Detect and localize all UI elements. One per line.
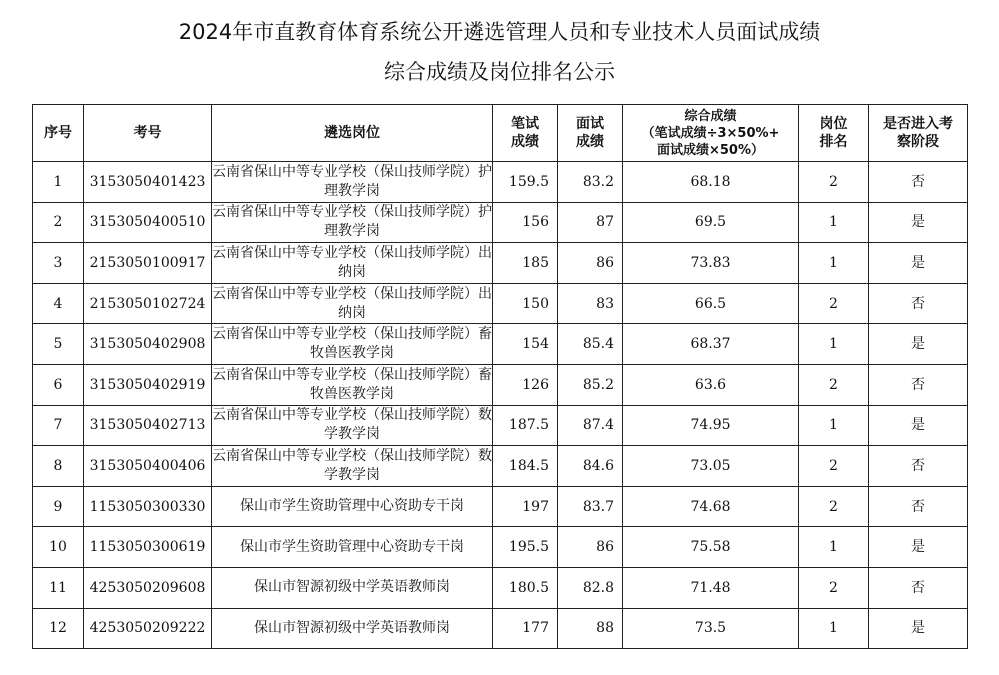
table-body: [33, 162, 968, 649]
page-subtitle: 综合成绩及岗位排名公示: [384, 60, 615, 84]
cell-composite: 69.5: [623, 202, 799, 243]
cell-seq: 8: [33, 446, 84, 487]
cell-seq: 12: [33, 608, 84, 649]
cell-exam-no: 3153050402713: [84, 405, 212, 446]
cell-rank: 1: [799, 324, 869, 365]
header-rank: 岗位 排名: [799, 105, 869, 162]
cell-interview: 85.4: [558, 324, 623, 365]
table-row: [33, 446, 968, 487]
table-row: [33, 486, 968, 527]
cell-interview: 82.8: [558, 567, 623, 608]
cell-post: 云南省保山中等专业学校（保山技师学院）畜牧兽医教学岗: [212, 364, 493, 405]
table-row: [33, 527, 968, 568]
cell-interview: 84.6: [558, 446, 623, 487]
cell-exam-no: 3153050402919: [84, 364, 212, 405]
cell-interview: 85.2: [558, 364, 623, 405]
cell-seq: 10: [33, 527, 84, 568]
cell-inspection: 否: [869, 283, 968, 324]
cell-seq: 4: [33, 283, 84, 324]
cell-exam-no: 1153050300619: [84, 527, 212, 568]
cell-rank: 2: [799, 283, 869, 324]
cell-interview: 83: [558, 283, 623, 324]
cell-composite: 74.95: [623, 405, 799, 446]
cell-seq: 11: [33, 567, 84, 608]
cell-seq: 7: [33, 405, 84, 446]
cell-rank: 1: [799, 405, 869, 446]
cell-written: 185: [493, 243, 558, 284]
cell-written: 126: [493, 364, 558, 405]
cell-inspection: 否: [869, 364, 968, 405]
cell-seq: 9: [33, 486, 84, 527]
cell-composite: 75.58: [623, 527, 799, 568]
cell-exam-no: 3153050402908: [84, 324, 212, 365]
header-inspection: 是否进入考 察阶段: [869, 105, 968, 162]
header-interview: 面试 成绩: [558, 105, 623, 162]
cell-rank: 2: [799, 162, 869, 203]
cell-post: 云南省保山中等专业学校（保山技师学院）数学教学岗: [212, 405, 493, 446]
cell-composite: 73.05: [623, 446, 799, 487]
cell-inspection: 是: [869, 608, 968, 649]
header-composite: 综合成绩 （笔试成绩÷3×50%+ 面试成绩×50%）: [623, 105, 799, 162]
cell-inspection: 否: [869, 486, 968, 527]
cell-exam-no: 4253050209608: [84, 567, 212, 608]
cell-rank: 1: [799, 608, 869, 649]
header-exam-no: 考号: [84, 105, 212, 162]
cell-post: 云南省保山中等专业学校（保山技师学院）护理教学岗: [212, 162, 493, 203]
cell-written: 177: [493, 608, 558, 649]
cell-inspection: 是: [869, 243, 968, 284]
cell-rank: 2: [799, 486, 869, 527]
cell-interview: 87.4: [558, 405, 623, 446]
cell-seq: 1: [33, 162, 84, 203]
cell-written: 156: [493, 202, 558, 243]
cell-composite: 73.5: [623, 608, 799, 649]
cell-interview: 86: [558, 527, 623, 568]
cell-inspection: 否: [869, 162, 968, 203]
cell-composite: 74.68: [623, 486, 799, 527]
cell-inspection: 否: [869, 567, 968, 608]
cell-interview: 88: [558, 608, 623, 649]
cell-composite: 68.18: [623, 162, 799, 203]
cell-exam-no: 1153050300330: [84, 486, 212, 527]
cell-exam-no: 3153050400510: [84, 202, 212, 243]
table-row: [33, 405, 968, 446]
cell-inspection: 否: [869, 446, 968, 487]
table-row: [33, 364, 968, 405]
cell-post: 保山市学生资助管理中心资助专干岗: [212, 486, 493, 527]
score-table: [32, 104, 968, 649]
cell-post: 云南省保山中等专业学校（保山技师学院）护理教学岗: [212, 202, 493, 243]
table-row: [33, 202, 968, 243]
cell-post: 保山市学生资助管理中心资助专干岗: [212, 527, 493, 568]
cell-rank: 1: [799, 243, 869, 284]
cell-seq: 5: [33, 324, 84, 365]
table-row: [33, 243, 968, 284]
cell-seq: 6: [33, 364, 84, 405]
table-row: [33, 324, 968, 365]
cell-post: 云南省保山中等专业学校（保山技师学院）畜牧兽医教学岗: [212, 324, 493, 365]
cell-composite: 66.5: [623, 283, 799, 324]
cell-exam-no: 4253050209222: [84, 608, 212, 649]
table-row: [33, 162, 968, 203]
cell-rank: 1: [799, 202, 869, 243]
header-post: 遴选岗位: [212, 105, 493, 162]
cell-written: 159.5: [493, 162, 558, 203]
header-seq: 序号: [33, 105, 84, 162]
cell-post: 云南省保山中等专业学校（保山技师学院）出纳岗: [212, 243, 493, 284]
cell-written: 184.5: [493, 446, 558, 487]
cell-post: 保山市智源初级中学英语教师岗: [212, 608, 493, 649]
cell-rank: 1: [799, 527, 869, 568]
cell-exam-no: 3153050400406: [84, 446, 212, 487]
cell-composite: 71.48: [623, 567, 799, 608]
cell-inspection: 是: [869, 202, 968, 243]
cell-inspection: 是: [869, 527, 968, 568]
cell-post: 云南省保山中等专业学校（保山技师学院）出纳岗: [212, 283, 493, 324]
table-row: [33, 567, 968, 608]
table-row: [33, 283, 968, 324]
cell-composite: 73.83: [623, 243, 799, 284]
cell-composite: 63.6: [623, 364, 799, 405]
page-title: 2024年市直教育体育系统公开遴选管理人员和专业技术人员面试成绩: [178, 20, 821, 44]
cell-written: 180.5: [493, 567, 558, 608]
cell-written: 187.5: [493, 405, 558, 446]
table-row: [33, 608, 968, 649]
cell-composite: 68.37: [623, 324, 799, 365]
cell-inspection: 是: [869, 405, 968, 446]
cell-rank: 2: [799, 446, 869, 487]
cell-written: 154: [493, 324, 558, 365]
cell-exam-no: 2153050100917: [84, 243, 212, 284]
cell-seq: 2: [33, 202, 84, 243]
header-written: 笔试 成绩: [493, 105, 558, 162]
cell-post: 云南省保山中等专业学校（保山技师学院）数学教学岗: [212, 446, 493, 487]
cell-interview: 83.2: [558, 162, 623, 203]
cell-exam-no: 2153050102724: [84, 283, 212, 324]
cell-rank: 2: [799, 567, 869, 608]
cell-inspection: 是: [869, 324, 968, 365]
cell-rank: 2: [799, 364, 869, 405]
cell-written: 195.5: [493, 527, 558, 568]
cell-interview: 83.7: [558, 486, 623, 527]
cell-written: 197: [493, 486, 558, 527]
cell-interview: 87: [558, 202, 623, 243]
cell-exam-no: 3153050401423: [84, 162, 212, 203]
header-row: [33, 105, 968, 162]
cell-written: 150: [493, 283, 558, 324]
cell-seq: 3: [33, 243, 84, 284]
cell-post: 保山市智源初级中学英语教师岗: [212, 567, 493, 608]
cell-interview: 86: [558, 243, 623, 284]
